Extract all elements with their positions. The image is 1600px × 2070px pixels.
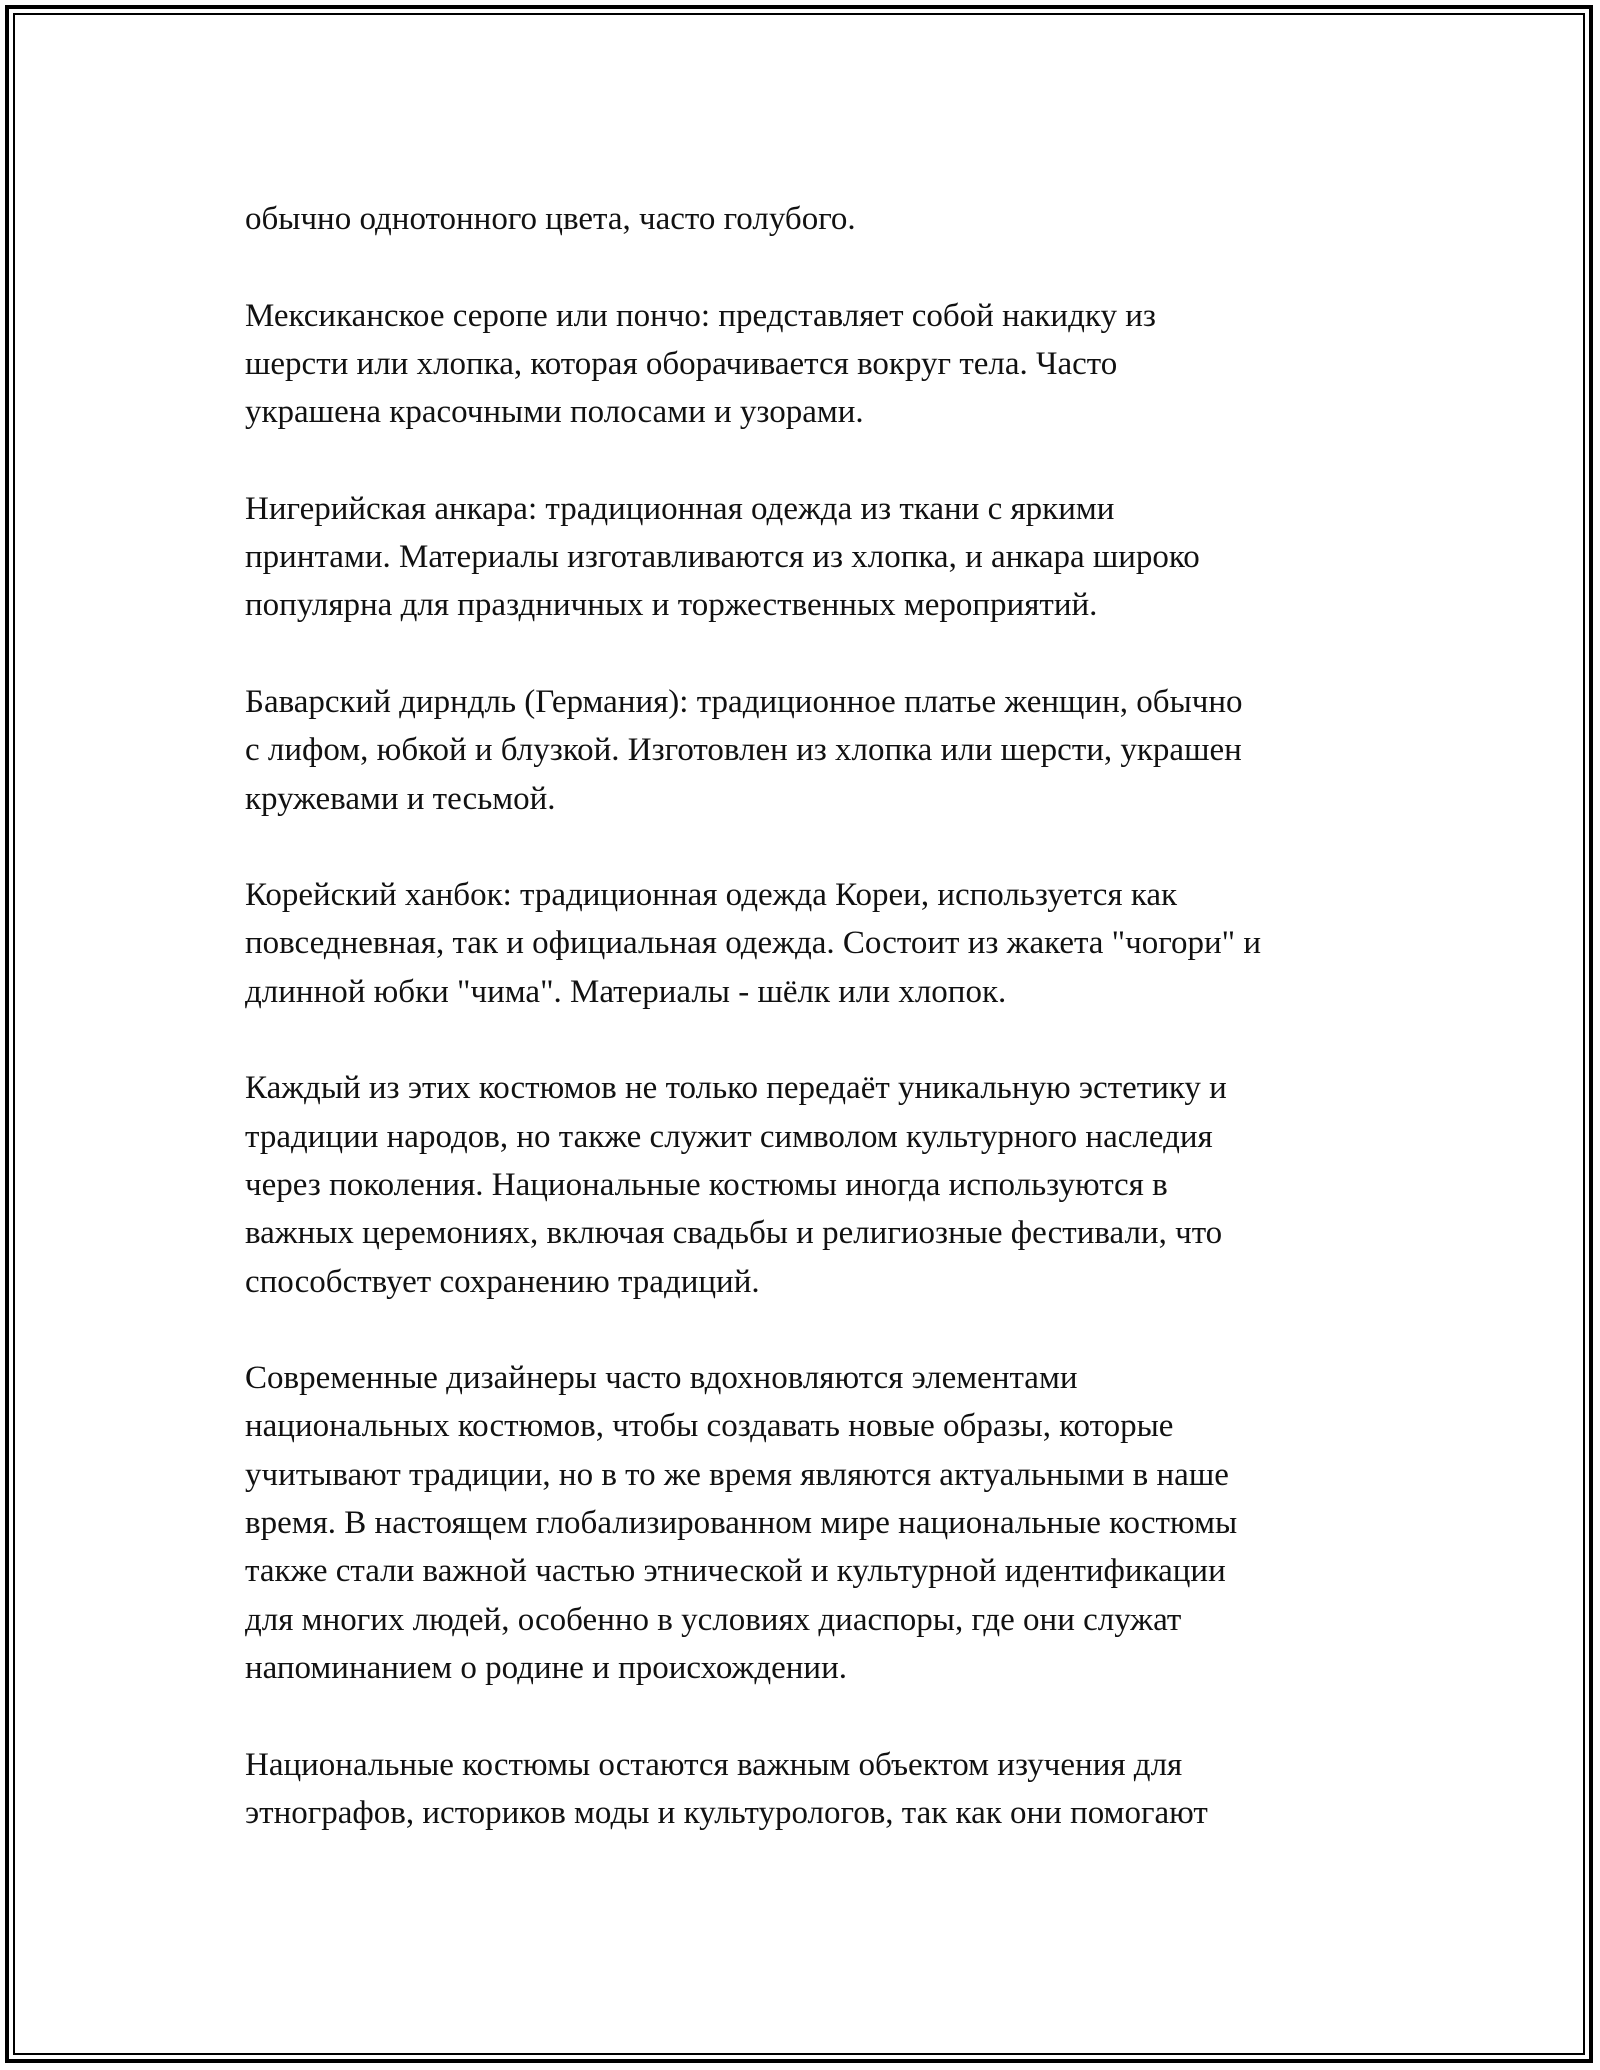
paragraph-3 — [245, 485, 1425, 630]
text-line: Современные дизайнеры часто вдохновляются элементами — [245, 1360, 1078, 1397]
text-line: Нигерийская анкара: традиционная одежда из ткани с яркими — [245, 490, 1115, 527]
text-line: украшена красочными полосами и узорами. — [245, 394, 864, 431]
paragraph-5 — [245, 871, 1425, 1016]
text-line: национальных костюмов, чтобы создавать новые образы, которые — [245, 1408, 1174, 1445]
text-line: кружевами и тесьмой. — [245, 780, 556, 817]
paragraph-1 — [245, 195, 1425, 243]
text-line: учитывают традиции, но в то же время являются актуальными в наше — [245, 1456, 1229, 1493]
text-line: также стали важной частью этнической и культурной идентификации — [245, 1553, 1226, 1590]
text-line: способствует сохранению традиций. — [245, 1263, 760, 1300]
text-line: Каждый из этих костюмов не только передаёт уникальную эстетику и — [245, 1070, 1227, 1107]
text-line: принтами. Материалы изготавливаются из хлопка, и анкара широко — [245, 539, 1200, 576]
text-line: шерсти или хлопка, которая оборачивается вокруг тела. Часто — [245, 345, 1118, 382]
text-line: Национальные костюмы остаются важным объектом изучения для — [245, 1746, 1183, 1783]
text-line: традиции народов, но также служит символом культурного наследия — [245, 1118, 1213, 1155]
text-line: через поколения. Национальные костюмы иногда используются в — [245, 1166, 1168, 1203]
paragraph-6 — [245, 1064, 1425, 1305]
text-line: время. В настоящем глобализированном мире национальные костюмы — [245, 1505, 1238, 1542]
text-line: напоминанием о родине и происхождении. — [245, 1649, 847, 1686]
text-line: Баварский дирндль (Германия): традиционное платье женщин, обычно — [245, 683, 1243, 720]
page-frame — [5, 5, 1593, 2063]
paragraph-7 — [245, 1354, 1425, 1692]
text-line: Мексиканское серопе или пончо: представляет собой накидку из — [245, 297, 1156, 334]
text-line: этнографов, историков моды и культурологов, так как они помогают — [245, 1794, 1208, 1831]
text-line: обычно однотонного цвета, часто голубого. — [245, 201, 856, 237]
paragraph-8 — [245, 1741, 1425, 1838]
text-line: важных церемониях, включая свадьбы и религиозные фестивали, что — [245, 1215, 1223, 1252]
text-line: длинной юбки "чима". Материалы - шёлк или хлопок. — [245, 973, 1007, 1010]
text-line: для многих людей, особенно в условиях диаспоры, где они служат — [245, 1601, 1182, 1638]
paragraph-4 — [245, 678, 1425, 823]
paragraph-2 — [245, 292, 1425, 437]
text-line: популярна для праздничных и торжественных мероприятий. — [245, 587, 1098, 624]
text-line: повседневная, так и официальная одежда. Состоит из жакета "чогори" и — [245, 925, 1262, 962]
text-line: с лифом, юбкой и блузкой. Изготовлен из хлопка или шерсти, украшен — [245, 732, 1242, 769]
document-body — [245, 195, 1425, 1837]
text-line: Корейский ханбок: традиционная одежда Кореи, используется как — [245, 877, 1178, 914]
